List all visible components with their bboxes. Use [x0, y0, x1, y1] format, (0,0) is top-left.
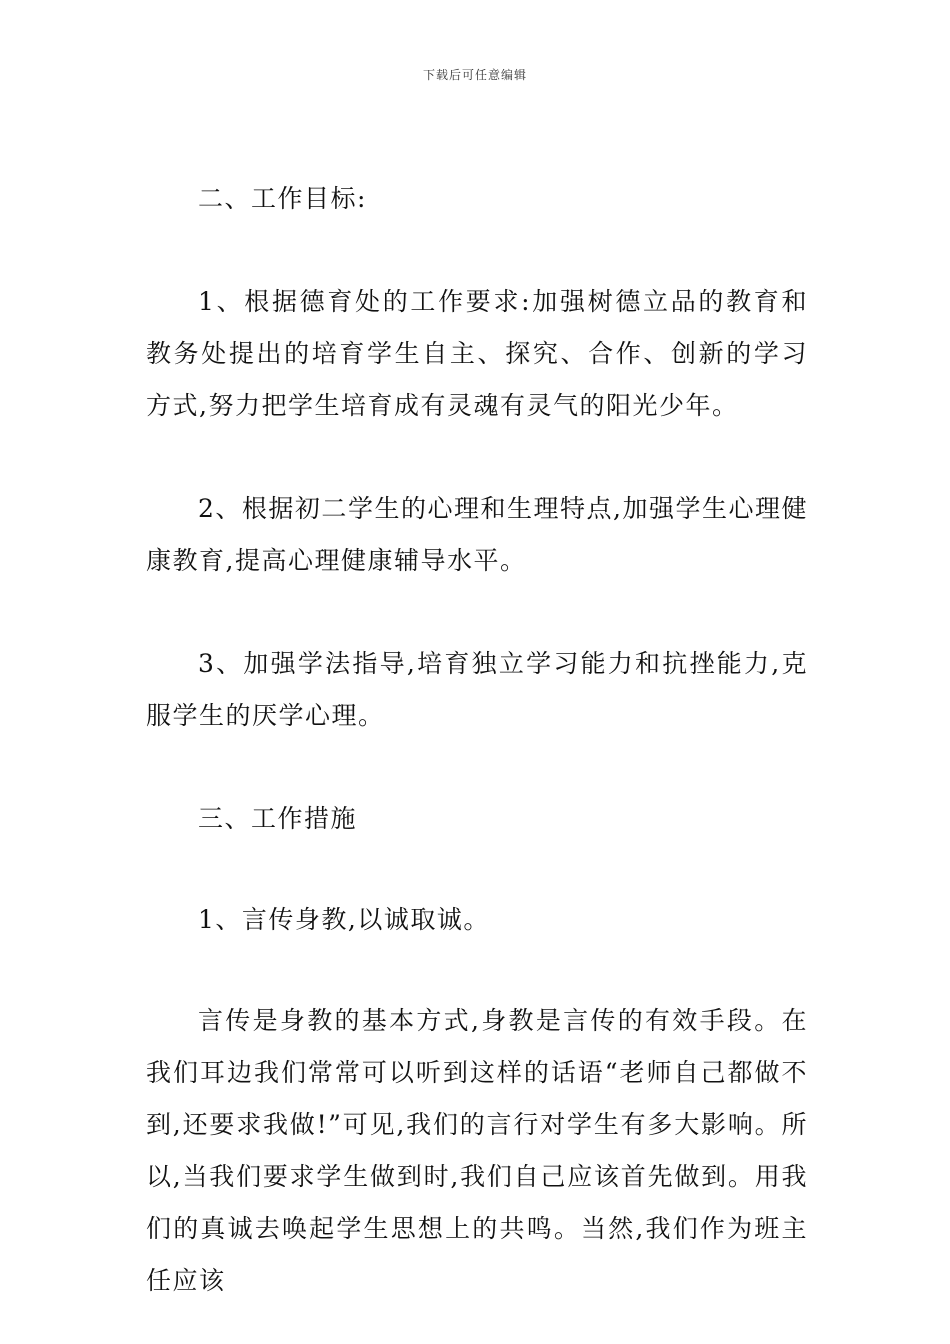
document-body [146, 173, 808, 1307]
measure-title-1: 1、言传身教,以诚取诚。 [198, 905, 490, 934]
measure-paragraph-1: 言传是身教的基本方式,身教是言传的有效手段。在我们耳边我们常常可以听到这样的话语“老师自己都做不到,还要求我做!”可见,我们的言行对学生有多大影响。所以,当我们要求学生做到时,我们自己应该首先做到。用我们的真诚去唤起学生思想上的共鸣。当然,我们作为班主任应该 [146, 1006, 808, 1295]
section-heading-goals: 二、工作目标: [198, 184, 367, 213]
goal-paragraph-1: 1、根据德育处的工作要求:加强树德立品的教育和教务处提出的培育学生自主、探究、合作、创新的学习方式,努力把学生培育成有灵魂有灵气的阳光少年。 [146, 287, 808, 420]
goal-paragraph-2: 2、根据初二学生的心理和生理特点,加强学生心理健康教育,提高心理健康辅导水平。 [146, 494, 808, 575]
section-heading-measures: 三、工作措施 [198, 804, 358, 833]
header-note: 下载后可任意编辑 [422, 68, 527, 82]
goal-paragraph-3: 3、加强学法指导,培育独立学习能力和抗挫能力,克服学生的厌学心理。 [146, 649, 808, 730]
